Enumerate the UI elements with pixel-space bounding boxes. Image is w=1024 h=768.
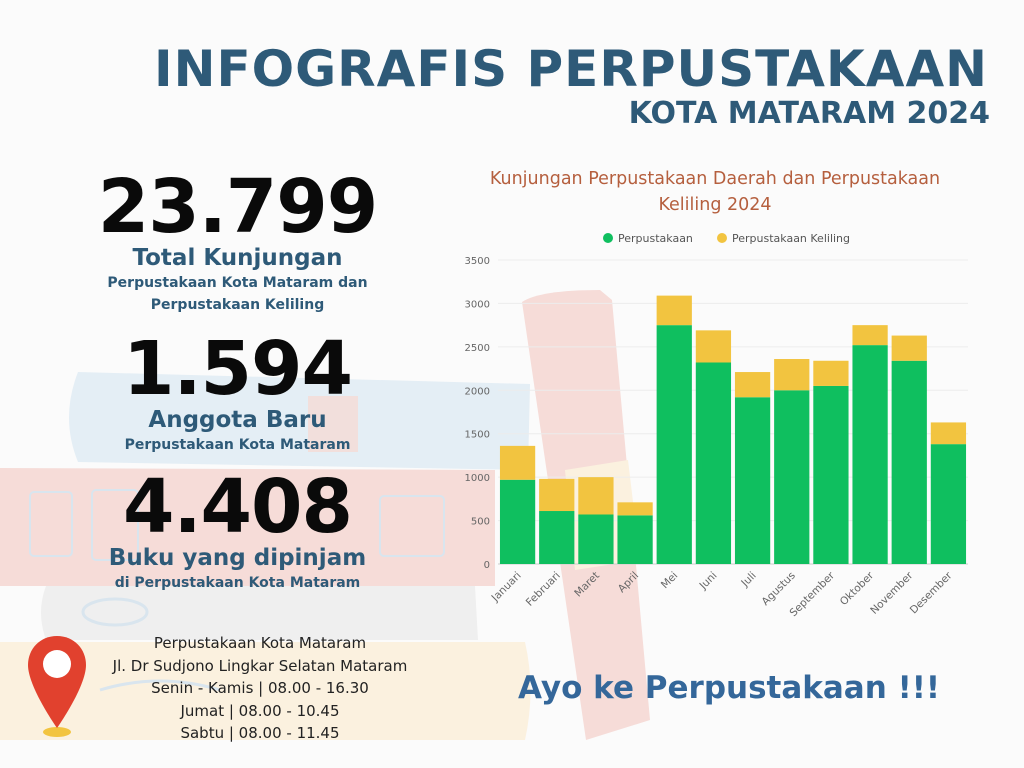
x-tick-label: Februari bbox=[523, 569, 563, 609]
stat-label: Buku yang dipinjam bbox=[108, 545, 367, 571]
legend-marker bbox=[603, 233, 613, 243]
stat-value: 4.408 bbox=[122, 464, 353, 550]
x-tick-label: Juni bbox=[697, 569, 720, 592]
stat-description: di Perpustakaan Kota Mataram bbox=[114, 575, 361, 591]
bar-segment bbox=[852, 325, 887, 345]
library-name: Perpustakaan Kota Mataram bbox=[153, 634, 367, 652]
library-street: Jl. Dr Sudjono Lingkar Selatan Mataram bbox=[112, 656, 408, 675]
bar-segment bbox=[774, 359, 809, 390]
x-tick-label: Juli bbox=[739, 569, 759, 590]
map-pin-icon bbox=[24, 632, 90, 742]
bar-segment bbox=[696, 362, 731, 564]
bar-segment bbox=[735, 372, 770, 397]
stat-new-members bbox=[80, 326, 395, 456]
stat-value: 23.799 bbox=[97, 164, 378, 250]
chart-title-line: Kunjungan Perpustakaan Daerah dan Perpustakaan bbox=[489, 169, 941, 189]
library-address bbox=[90, 632, 430, 745]
stat-description: Perpustakaan Kota Mataram dan bbox=[107, 275, 368, 291]
x-tick-label: Desember bbox=[907, 569, 955, 617]
stat-label: Total Kunjungan bbox=[132, 245, 343, 271]
y-tick-label: 2000 bbox=[464, 386, 490, 398]
x-tick-label: April bbox=[615, 569, 642, 596]
stat-description: Perpustakaan Kota Mataram bbox=[124, 437, 351, 453]
y-tick-label: 2500 bbox=[464, 342, 490, 354]
bar-segment bbox=[892, 361, 927, 564]
legend-label: Perpustakaan bbox=[618, 232, 693, 245]
bar-segment bbox=[539, 511, 574, 564]
stat-label: Anggota Baru bbox=[148, 407, 327, 433]
bar-segment bbox=[892, 336, 927, 361]
x-tick-label: November bbox=[868, 569, 916, 617]
stat-books-borrowed bbox=[80, 464, 395, 594]
bar-segment bbox=[813, 361, 848, 386]
bar-segment bbox=[539, 479, 574, 511]
y-tick-label: 500 bbox=[470, 516, 490, 528]
bar-segment bbox=[696, 330, 731, 362]
x-tick-label: Maret bbox=[572, 569, 603, 600]
x-tick-label: Agustus bbox=[759, 569, 798, 608]
hours-friday: Jumat | 08.00 - 10.45 bbox=[180, 701, 340, 720]
bar-segment bbox=[813, 386, 848, 564]
y-tick-label: 1500 bbox=[464, 429, 490, 441]
legend-label: Perpustakaan Keliling bbox=[732, 232, 851, 245]
y-tick-label: 3500 bbox=[464, 256, 490, 267]
legend-marker bbox=[717, 233, 727, 243]
infographic-title: INFOGRAFIS PERPUSTAKAAN bbox=[154, 40, 988, 98]
chart-title bbox=[440, 166, 990, 218]
infographic-subtitle: KOTA MATARAM 2024 bbox=[628, 96, 990, 131]
bar-segment bbox=[931, 444, 966, 564]
chart-title-line: Keliling 2024 bbox=[658, 195, 772, 215]
hours-saturday: Sabtu | 08.00 - 11.45 bbox=[180, 724, 340, 742]
stat-value: 1.594 bbox=[122, 326, 353, 412]
y-tick-label: 3000 bbox=[464, 299, 490, 311]
x-tick-label: Oktober bbox=[837, 569, 877, 609]
bar-segment bbox=[500, 480, 535, 564]
x-tick-label: Januari bbox=[489, 569, 524, 604]
bar-segment bbox=[774, 390, 809, 564]
hours-weekday: Senin - Kamis | 08.00 - 16.30 bbox=[151, 679, 369, 697]
x-tick-label: Mei bbox=[658, 569, 681, 592]
y-tick-label: 1000 bbox=[464, 473, 490, 485]
y-tick-label: 0 bbox=[483, 560, 490, 571]
bar-segment bbox=[931, 422, 966, 444]
bar-segment bbox=[617, 515, 652, 564]
stat-total-visits bbox=[80, 164, 395, 316]
bar-segment bbox=[657, 296, 692, 326]
bar-segment bbox=[500, 446, 535, 480]
bar-segment bbox=[735, 397, 770, 564]
call-to-action: Ayo ke Perpustakaan !!! bbox=[518, 670, 940, 706]
bar-segment bbox=[657, 325, 692, 564]
stat-description: Perpustakaan Keliling bbox=[150, 297, 325, 313]
bar-segment bbox=[578, 514, 613, 564]
visits-bar-chart bbox=[440, 222, 1000, 632]
bar-segment bbox=[852, 345, 887, 564]
x-tick-label: September bbox=[787, 569, 838, 620]
bar-segment bbox=[617, 502, 652, 515]
bar-segment bbox=[578, 477, 613, 514]
